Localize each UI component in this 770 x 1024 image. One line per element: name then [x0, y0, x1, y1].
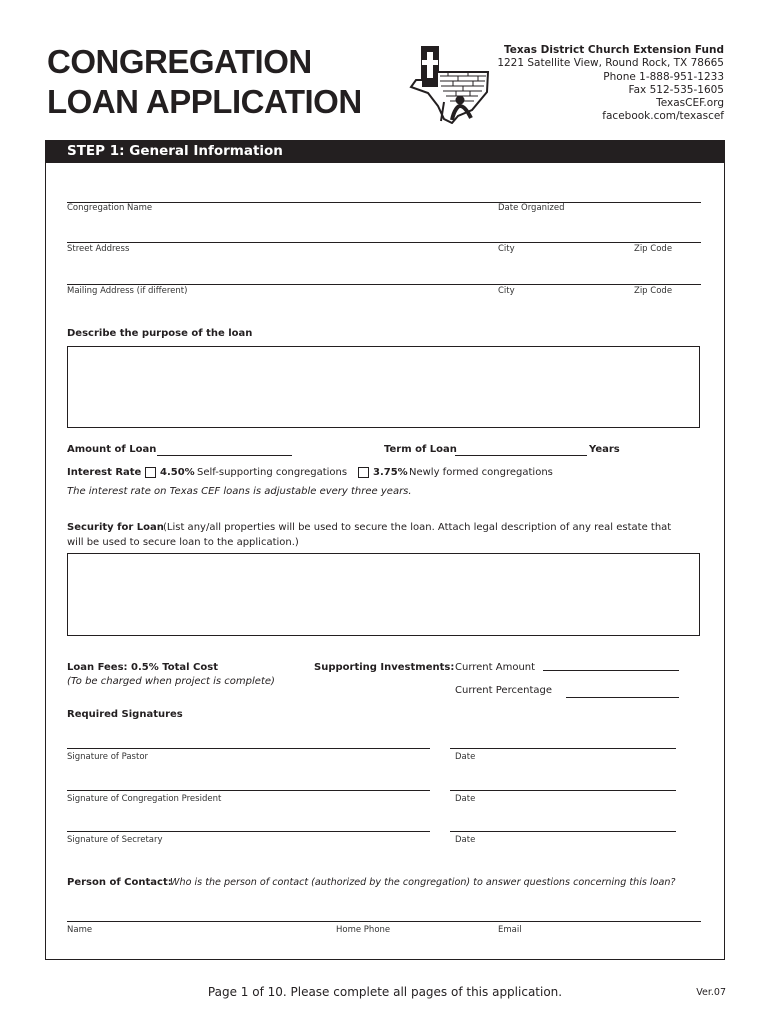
- purpose-textarea[interactable]: [67, 346, 700, 428]
- term-of-loan-label: Term of Loan: [384, 444, 457, 455]
- mailing-city-label: City: [498, 286, 515, 296]
- amount-of-loan-field[interactable]: [157, 455, 292, 456]
- page-footer-note: Page 1 of 10. Please complete all pages of this application.: [207, 985, 563, 999]
- president-date-label: Date: [455, 794, 476, 804]
- contact-home-phone-label: Home Phone: [336, 925, 391, 935]
- contact-info-field[interactable]: [67, 921, 701, 922]
- org-name: Texas District Church Extension Fund: [504, 44, 724, 56]
- rate-4-50-checkbox[interactable]: [145, 467, 156, 478]
- rate-3-75-checkbox[interactable]: [358, 467, 369, 478]
- required-signatures-heading: Required Signatures: [67, 709, 183, 720]
- org-phone: Phone 1-888-951-1233: [603, 70, 724, 83]
- congregation-name-label: Congregation Name: [67, 203, 153, 213]
- secretary-date-label: Date: [455, 835, 476, 845]
- org-address: 1221 Satellite View, Round Rock, TX 78665: [497, 57, 724, 70]
- rate-4-50-description: Self-supporting congregations: [197, 467, 348, 478]
- rate-4-50-value: 4.50%: [160, 467, 195, 478]
- president-signature-field[interactable]: [67, 790, 430, 791]
- amount-of-loan-label: Amount of Loan: [67, 444, 157, 455]
- mailing-zip-code-label: Zip Code: [634, 286, 673, 296]
- current-percentage-field[interactable]: [566, 697, 679, 698]
- security-label: Security for Loan: [67, 522, 164, 533]
- pastor-date-label: Date: [455, 752, 476, 762]
- current-percentage-label: Current Percentage: [455, 685, 552, 696]
- president-date-field[interactable]: [450, 790, 676, 791]
- org-website[interactable]: TexasCEF.org: [656, 97, 724, 110]
- current-amount-label: Current Amount: [455, 662, 536, 673]
- texas-map-icon: [408, 46, 492, 124]
- secretary-signature-label: Signature of Secretary: [67, 835, 163, 845]
- pastor-signature-label: Signature of Pastor: [67, 752, 149, 762]
- pastor-date-field[interactable]: [450, 748, 676, 749]
- texas-cef-logo: [408, 46, 492, 124]
- date-organized-label: Date Organized: [498, 203, 565, 213]
- interest-rate-label: Interest Rate: [67, 467, 142, 478]
- years-label: Years: [589, 444, 620, 455]
- security-instructions-line-2: will be used to secure loan to the application.): [67, 537, 299, 548]
- street-address-field[interactable]: [67, 242, 701, 243]
- purpose-label: Describe the purpose of the loan: [67, 328, 253, 339]
- rate-3-75-description: Newly formed congregations: [409, 467, 553, 478]
- mailing-address-label: Mailing Address (if different): [67, 286, 188, 296]
- contact-email-label: Email: [498, 925, 522, 935]
- page-title: [47, 42, 362, 122]
- secretary-date-field[interactable]: [450, 831, 676, 832]
- rate-3-75-value: 3.75%: [373, 467, 408, 478]
- president-signature-label: Signature of Congregation President: [67, 794, 222, 804]
- step-1-heading: STEP 1: General Information: [45, 140, 725, 163]
- loan-fees-note: (To be charged when project is complete): [67, 676, 275, 687]
- title-line-1: CONGREGATION: [47, 43, 312, 80]
- org-fax: Fax 512-535-1605: [628, 83, 724, 96]
- pastor-signature-field[interactable]: [67, 748, 430, 749]
- security-instructions-line-1: (List any/all properties will be used to secure the loan. Attach legal description of any real estate that: [163, 522, 672, 533]
- loan-fees-label: Loan Fees: 0.5% Total Cost: [67, 662, 218, 673]
- security-textarea[interactable]: [67, 553, 700, 636]
- organization-contact-block: [497, 44, 724, 124]
- congregation-name-field[interactable]: [67, 202, 701, 203]
- mailing-address-field[interactable]: [67, 284, 701, 285]
- person-of-contact-question: Who is the person of contact (authorized by the congregation) to answer questions concerning this loan?: [170, 877, 676, 888]
- current-amount-field[interactable]: [543, 670, 679, 671]
- street-address-label: Street Address: [67, 244, 130, 254]
- person-of-contact-label: Person of Contact:: [67, 877, 172, 888]
- secretary-signature-field[interactable]: [67, 831, 430, 832]
- contact-name-label: Name: [67, 925, 93, 935]
- zip-code-label: Zip Code: [634, 244, 673, 254]
- interest-rate-note: The interest rate on Texas CEF loans is adjustable every three years.: [67, 486, 412, 497]
- title-line-2: LOAN APPLICATION: [47, 83, 362, 120]
- version-label: Ver.07: [696, 987, 726, 998]
- org-facebook[interactable]: facebook.com/texascef: [602, 110, 724, 123]
- term-of-loan-field[interactable]: [455, 455, 587, 456]
- supporting-investments-label: Supporting Investments:: [314, 662, 455, 673]
- city-label: City: [498, 244, 515, 254]
